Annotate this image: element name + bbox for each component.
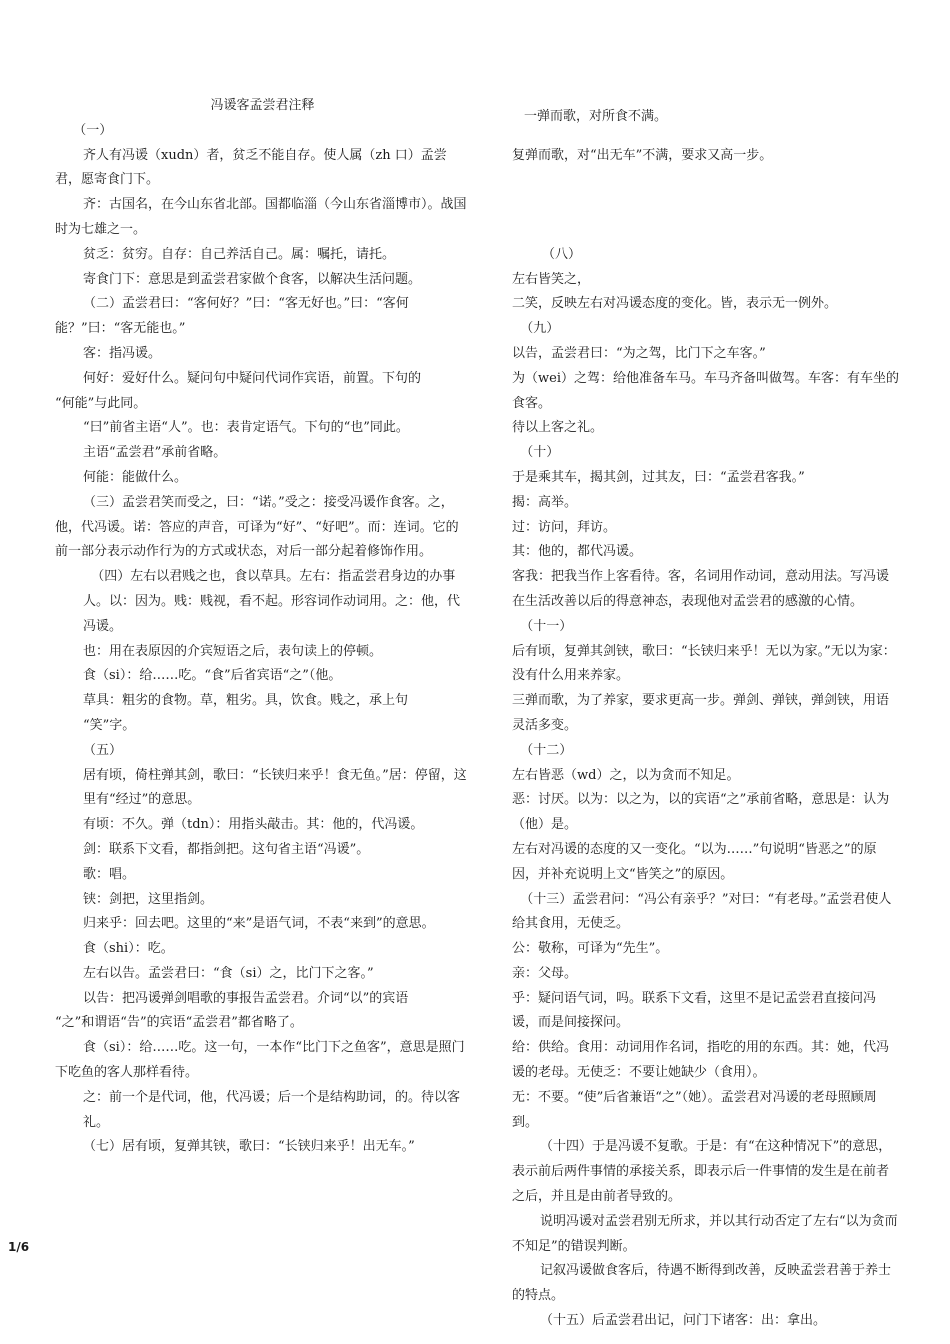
paragraph: 左右以告。孟尝君曰：“食（si）之，比门下之客。”: [83, 965, 374, 981]
paragraph: “何能”与此同。: [55, 395, 147, 411]
paragraph: （三）孟尝君笑而受之，曰：“诺。”受之：接受冯谖作食客。之，他，代冯谖。诺：答应的声音，可译为“好”、“好吧”。而：连词。它的前一部分表示动作行为的方式或状态，对后一部分起着修饰作用。: [55, 494, 459, 560]
paragraph: 说明冯谖对孟尝君别无所求，并以其行动否定了左右“以为贪而不知足”的错误判断。: [512, 1213, 898, 1254]
paragraph: （七）居有顷，复弹其铗，歌曰：“长铗归来乎！出无车。”: [83, 1139, 415, 1155]
paragraph: 也：用在表原因的介宾短语之后，表句读上的停顿。: [83, 643, 383, 659]
right-column-body: [512, 243, 900, 1334]
paragraph: 三弹而歌，为了养家，要求更高一步。弹剑、弹铗，弹剑铗，用语灵活多变。: [512, 693, 890, 733]
paragraph: （十四）于是冯谖不复歌。于是：有“在这种情况下”的意思，表示前后两件事情的承接关系，即表示后一件事情的发生是在前者之后，并且是由前者导致的。: [512, 1139, 892, 1205]
paragraph: 居有顷，倚柱弹其剑，歌曰：“长铗归来乎！食无鱼。”居：停留，这里有“经过”的意思。: [83, 767, 467, 808]
paragraph: （十五）后孟尝君出记，问门下诸客：出：拿出。: [540, 1313, 827, 1329]
overlapping-lines: [512, 94, 900, 243]
paragraph: 恶：讨厌。以为：以之为，以的宾语“之”承前省略，意思是：认为（他）是。: [512, 792, 890, 833]
paragraph: （十一）: [512, 618, 573, 634]
paragraph: 主语“孟尝君”承前省略。: [83, 445, 227, 461]
paragraph: “曰”前省主语“人”。也：表肯定语气。下句的“也”同此。: [83, 420, 409, 436]
paragraph: 给：供给。食用：动词用作名词，指吃的用的东西。其：她，代冯谖的老母。无使乏：不要让她缺少（食用）。: [512, 1040, 890, 1081]
paragraph: （十二）: [512, 742, 573, 758]
paragraph: （一）: [65, 122, 113, 138]
left-column: [55, 94, 470, 1160]
paragraph: 齐人有冯谖（xudn）者，贫乏不能自存。使人属（zh 口）孟尝君，愿寄食门下。: [55, 147, 447, 188]
paragraph: 揭：高举。: [512, 494, 578, 510]
paragraph: 食（shi）：吃。: [83, 941, 174, 957]
document-title: 冯谖客孟尝君注释: [210, 98, 315, 113]
paragraph: 铗：剑把，这里指剑。: [83, 891, 214, 907]
paragraph: 二笑，反映左右对冯谖态度的变化。皆，表示无一例外。: [512, 296, 838, 312]
paragraph: 左右皆笑之，: [512, 271, 591, 287]
paragraph: （十三）孟尝君问：“冯公有亲乎？”对曰：“有老母。”孟尝君使人给其食用，无使乏。: [512, 891, 892, 932]
paragraph: 寄食门下：意思是到孟尝君家做个食客，以解决生活问题。: [83, 271, 422, 287]
overlap-line-lower: 一弹而歌，对所食不满。: [524, 109, 668, 124]
paragraph: 无：不要。“使”后省兼语“之”（她）。孟尝君对冯谖的老母照顾周到。: [512, 1089, 877, 1130]
paragraph: 之：前一个是代词，他，代冯谖；后一个是结构助词，的。待以客礼。: [83, 1089, 461, 1130]
paragraph: 何能：能做什么。: [83, 469, 188, 485]
paragraph: 乎：疑问语气词，吗。联系下文看，这里不是记孟尝君直接问冯谖，而是间接探问。: [512, 990, 877, 1031]
paragraph: 客我：把我当作上客看待。客，名词用作动词，意动用法。写冯谖在生活改善以后的得意神态，表现他对孟尝君的感激的心情。: [512, 569, 890, 609]
paragraph: （九）: [512, 321, 560, 337]
paragraph: 草具：粗劣的食物。草，粗劣。具，饮食。贱之，承上句: [83, 693, 409, 709]
paragraph: 食（si）：给……吃。“食”后省宾语“之”（他。: [83, 668, 342, 684]
paragraph: 于是乘其车，揭其剑，过其友，曰：“孟尝君客我。”: [512, 469, 805, 485]
paragraph: 以告，孟尝君曰：“为之驾，比门下之车客。”: [512, 345, 766, 361]
paragraph: 其：他的，都代冯谖。: [512, 544, 643, 560]
right-column: [512, 94, 900, 1334]
paragraph: 过：访问，拜访。: [512, 519, 617, 535]
overlap-line-upper: 复弹而歌，对“出无车”不满，要求又高一步。: [512, 147, 773, 163]
paragraph: 有顷：不久。弹（tdn）：用指头敲击。其：他的，代冯谖。: [83, 817, 424, 833]
paragraph: （二）孟尝君曰：“客何好？”曰：“客无好也。”曰：“客何能？”曰：“客无能也。”: [55, 296, 409, 337]
page-number: 1/6: [8, 1240, 30, 1254]
paragraph: 亲：父母。: [512, 965, 578, 981]
paragraph: 后有顷，复弹其剑铗，歌曰：“长铗归来乎！无以为家。”无以为家：没有什么用来养家。: [512, 643, 896, 684]
paragraph: 歌：唱。: [83, 866, 136, 882]
paragraph: 左右皆恶（wd）之，以为贪而不知足。: [512, 767, 740, 783]
paragraph: （五）: [83, 742, 123, 758]
paragraph: 齐：古国名，在今山东省北部。国都临淄（今山东省淄博市）。战国时为七雄之一。: [55, 197, 467, 237]
paragraph: 记叙冯谖做食客后，待遇不断得到改善，反映孟尝君善于养士的特点。: [512, 1263, 892, 1304]
paragraph: 公：敬称，可译为“先生”。: [512, 941, 669, 957]
paragraph: （四）左右以君贱之也，食以草具。左右：指孟尝君身边的办事人。以：因为。贱：贱视，看不起。形容词作动词用。之：他，代冯谖。: [83, 569, 461, 634]
paragraph: 为（wei）之驾：给他准备车马。车马齐备叫做驾。车客：有车坐的食客。: [512, 370, 899, 411]
paragraph: （十）: [512, 445, 560, 461]
paragraph: 贫乏：贫穷。自存：自己养活自己。属：嘱托，请托。: [83, 246, 396, 262]
paragraph: 何好：爱好什么。疑问句中疑问代词作宾语，前置。下句的: [83, 370, 422, 386]
paragraph: 客：指冯谖。: [83, 345, 162, 361]
paragraph: 归来乎：回去吧。这里的“来”是语气词，不表“来到”的意思。: [83, 916, 435, 932]
paragraph: （八）: [542, 246, 582, 262]
paragraph: “笑”字。: [83, 717, 136, 733]
paragraph: 以告：把冯谖弹剑唱歌的事报告孟尝君。介词“以”的宾语: [83, 990, 409, 1006]
paragraph: 左右对冯谖的态度的又一变化。“以为……”句说明“皆恶之”的原因，并补充说明上文“皆笑之”的原因。: [512, 841, 877, 882]
paragraph: 食（si）：给……吃。这一句，一本作“比门下之鱼客”，意思是照门下吃鱼的客人那样看待。: [55, 1040, 465, 1081]
paragraph: 剑：联系下文看，都指剑把。这句省主语“冯谖”。: [83, 841, 370, 857]
paragraph: “之”和谓语“告”的宾语“孟尝君”都省略了。: [55, 1015, 303, 1031]
paragraph: 待以上客之礼。: [512, 420, 604, 436]
